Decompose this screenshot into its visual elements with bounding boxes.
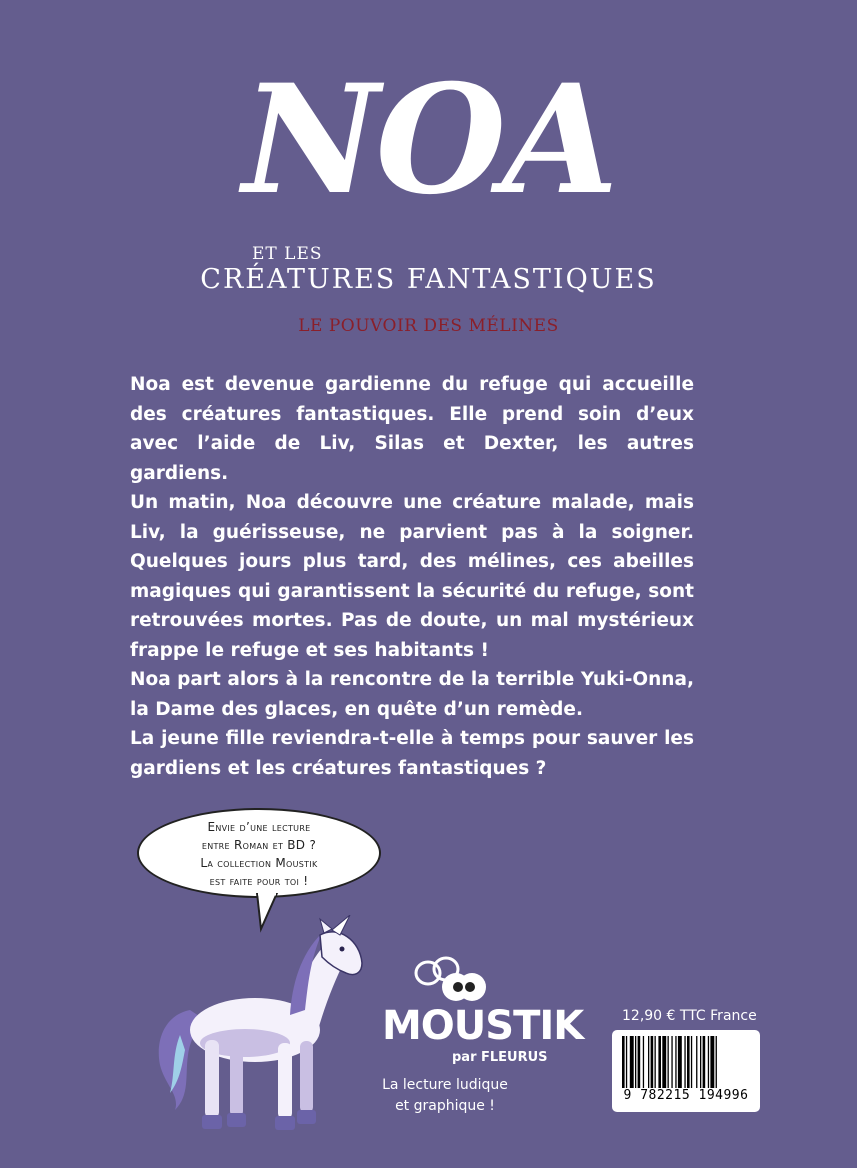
barcode-bar: [675, 1036, 676, 1088]
barcode-bar: [651, 1036, 654, 1088]
barcode-bar: [668, 1036, 669, 1088]
synopsis-paragraph: Noa est devenue gardienne du refuge qui accueille des créatures fantastiques. Elle prend soin d’eux avec l’aide de Liv, Silas et Dexter, les autres gardiens.: [130, 374, 694, 484]
barcode-bar: [708, 1036, 709, 1088]
tagline-line: La lecture ludique: [382, 1077, 508, 1093]
barcode-bar: [638, 1036, 641, 1088]
barcode-bar: [703, 1036, 706, 1088]
title-creatures: CRÉATURES FANTASTIQUES: [200, 264, 657, 295]
barcode-bar: [700, 1036, 701, 1088]
barcode-bar: [622, 1036, 625, 1088]
barcode-bar: [687, 1036, 690, 1088]
speech-line: entre Roman et BD ?: [201, 838, 317, 852]
synopsis-paragraph: La jeune fille reviendra-t-elle à temps pour sauver les gardiens et les créatures fantastiques ?: [130, 728, 694, 779]
unicorn-illustration: [150, 915, 370, 1155]
barcode-bar: [691, 1036, 692, 1088]
barcode-bar: [626, 1036, 627, 1088]
barcode-bar: [643, 1036, 644, 1088]
price-label: 12,90 € TTC France: [622, 1008, 757, 1024]
barcode-bar: [684, 1036, 685, 1088]
tagline-line: et graphique !: [395, 1098, 495, 1114]
barcode-bar: [658, 1036, 661, 1088]
moustik-wordmark: MOUSTIK: [382, 1003, 584, 1049]
synopsis-paragraph: Noa part alors à la rencontre de la terrible Yuki-Onna, la Dame des glaces, en quête d’un remède.: [130, 669, 694, 720]
barcode-bar: [671, 1036, 672, 1088]
speech-line: Envie d’une lecture: [207, 820, 311, 834]
barcode-bar: [678, 1036, 682, 1088]
barcode-bar: [630, 1036, 634, 1088]
barcode-bar: [648, 1036, 649, 1088]
publisher-tagline: [360, 1075, 530, 1117]
speech-line: est faite pour toi !: [209, 874, 309, 888]
barcode: [622, 1036, 750, 1088]
barcode-bar: [716, 1036, 717, 1088]
speech-bubble-text: [137, 818, 381, 890]
synopsis-paragraph: Un matin, Noa découvre une créature malade, mais Liv, la guérisseuse, ne parvient pas à la soigner. Quelques jours plus tard, des mélines, ces abeilles magiques qui garantissent la sécurité du refuge, sont retrouvées mortes. Pas de doute, un mal mystérieux frappe le refuge et ses habitants !: [130, 492, 694, 661]
title-et-les: ET LES: [252, 244, 323, 264]
book-title: NOA: [242, 52, 615, 228]
fleurus-wordmark: par FLEURUS: [452, 1050, 548, 1065]
speech-line: La collection Moustik: [200, 856, 318, 870]
barcode-bar: [710, 1036, 714, 1088]
barcode-bar: [662, 1036, 666, 1088]
barcode-bar: [635, 1036, 636, 1088]
book-subtitle: LE POUVOIR DES MÉLINES: [298, 316, 559, 336]
synopsis: [130, 370, 694, 783]
isbn-number: 9 782215 194996: [623, 1088, 749, 1103]
barcode-bar: [696, 1036, 697, 1088]
barcode-bar: [655, 1036, 656, 1088]
